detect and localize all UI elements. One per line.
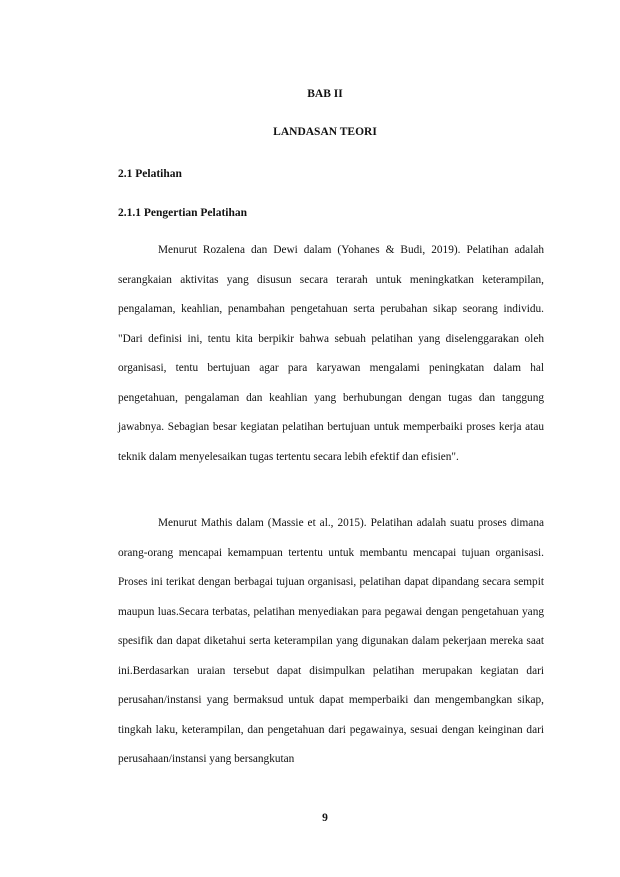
- chapter-title: LANDASAN TEORI: [273, 126, 377, 138]
- subsection-heading: 2.1.1 Pengertian Pelatihan: [118, 207, 248, 219]
- chapter-number: BAB II: [307, 88, 343, 100]
- paragraph-mathis: Menurut Mathis dalam (Massie et al., 2015). Pelatihan adalah suatu proses dimana orang-orang mencapai kemampuan tertentu untuk membantu mencapai tujuan organisasi. Proses ini terikat dengan berbagai tujuan organisasi, pelatihan dapat dipandang secara sempit maupun luas.Secara terbatas, pelatihan menyediakan para pegawai dengan pengetahuan yang spesifik dan dapat diketahui serta keterampilan yang digunakan dalam pekerjaan mereka saat ini.Berdasarkan uraian tersebut dapat disimpulkan pelatihan merupakan kegiatan dari perusahan/instansi yang bermaksud untuk dapat memperbaiki dan mengembangkan sikap, tingkah laku, keterampilan, dan pengetahuan dari pegawainya, sesuai dengan keinginan dari perusahaan/instansi yang bersangkutan: [118, 517, 544, 765]
- page-number: 9: [322, 812, 328, 824]
- section-heading: 2.1 Pelatihan: [118, 168, 182, 180]
- paragraph-rozalena-dewi: Menurut Rozalena dan Dewi dalam (Yohanes & Budi, 2019). Pelatihan adalah serangkaian aktivitas yang disusun secara terarah untuk meningkatkan keterampilan, pengalaman, keahlian, penambahan pengetahuan serta perubahan sikap seorang individu. "Dari definisi ini, tentu kita berpikir bahwa sebuah pelatihan yang diselenggarakan oleh organisasi, tentu bertujuan agar para karyawan mengalami peningkatan dalam hal pengetahuan, pengalaman dan keahlian yang berhubungan dengan tugas dan tanggung jawabnya. Sebagian besar kegiatan pelatihan bertujuan untuk memperbaiki proses kerja atau teknik dalam menyelesaikan tugas tertentu secara lebih efektif dan efisien".: [118, 244, 544, 463]
